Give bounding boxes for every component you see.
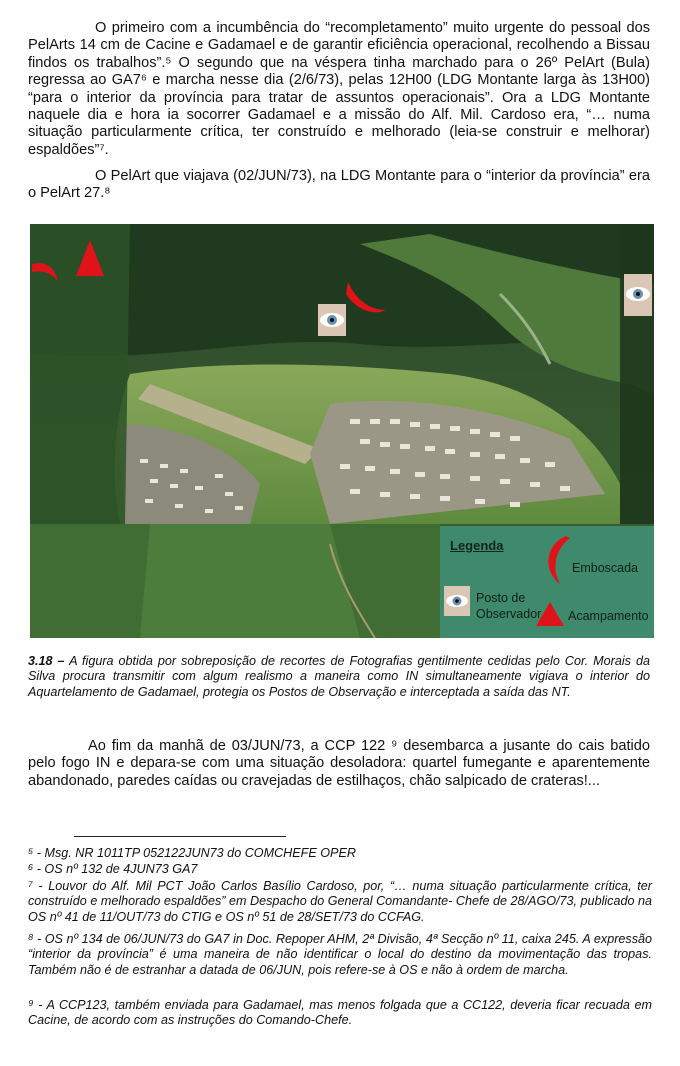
footnote-6: ⁶ - OS nº 132 de 4JUN73 GA7 [28,862,198,876]
legend-title: Legenda [450,538,504,553]
body-paragraph-1: O primeiro com a incumbência do “recompletamento” muito urgente do pessoal dos PelArts 14 cm de Cacine e Gadamael e de garantir eficiência operacional, recolhendo a Bissau findos os trabalhos”.⁵ O segundo que na véspera tinha marchado para o 26º PelArt (Bula) regressa ao GA7⁶ e marcha nesse dia (2/6/73), pelas 12H00 (LDG Montante larga às 13H00) “para o interior da província para tratar de assuntos operacionais”. Ora a LDG Montante naquele dia e hora ia socorrer Gadamael e a missão do Alf. Mil. Cardoso era, “… numa situação particularmente crítica, ter construído e melhorado (leia-se construir e melhorar) espaldões”⁷. [28,20,650,158]
legend-observer-label: Posto de Observador [476,591,542,621]
body-paragraph-2: O PelArt que viajava (02/JUN/73), na LDG Montante para o “interior da província” era o PelArt 27.⁸ [28,168,650,202]
observer-eye-marker [624,274,652,316]
footnote-8: ⁸ - OS nº 134 de 06/JUN/73 do GA7 in Doc. Repoper AHM, 2ª Divisão, 4ª Secção nº 11, caixa 245. A expressão “interior da província” é uma maneira de não identificar o local do destino da movimentação das tropas. Também não é de estranhar a datada de 06/JUN, pois refere-se à OS e não à ordem de marcha. [28,932,652,977]
eye-icon [444,586,470,616]
footnote-7: ⁷ - Louvor do Alf. Mil PCT João Carlos Basílio Cardoso, por, “… numa situação particularmente crítica, ter construído e melhorado espaldões” em Despacho do General Comandante- Chefe de 28/AGO/73, publicado na OS nº 41 de 11/OUT/73 do CTIG e OS nº 51 de 28/SET/73 do CCFAG. [28,879,652,924]
caption-number: 3.18 – [28,654,65,668]
map-legend [440,526,654,638]
legend-camp-label: Acampamento [568,609,649,623]
aerial-photo-figure [30,224,654,638]
body-paragraph-3: Ao fim da manhã de 03/JUN/73, a CCP 122 ⁹ desembarca a jusante do cais batido pelo fogo IN e depara-se com uma situação desoladora: quartel fumegante e aparentemente abandonado, paredes caídas ou cravejadas de estilhaços, chão salpicado de crateras!... [28,738,650,789]
legend-ambush-label: Emboscada [572,561,639,575]
observer-eye-marker [318,304,346,336]
figure-caption [28,654,650,700]
footnote-5: ⁵ - Msg. NR 1011TP 052122JUN73 do COMCHEFE OPER [28,846,356,860]
ambush-crescent-icon [549,536,570,584]
caption-text: A figura obtida por sobreposição de recortes de Fotografias gentilmente cedidas pelo Cor. Morais da Silva procura transmitir com algum realismo a maneira como IN simultaneamente vigiava o interior do Aquartelamento de Gadamael, protegia os Postos de Observação e interceptada a saída das NT. [28,654,650,699]
footnote-divider [74,836,286,837]
footnote-9: ⁹ - A CCP123, também enviada para Gadamael, mas menos folgada que a CC122, deveria ficar recuada em Cacine, de acordo com as instruções do Comando-Chefe. [28,998,652,1028]
